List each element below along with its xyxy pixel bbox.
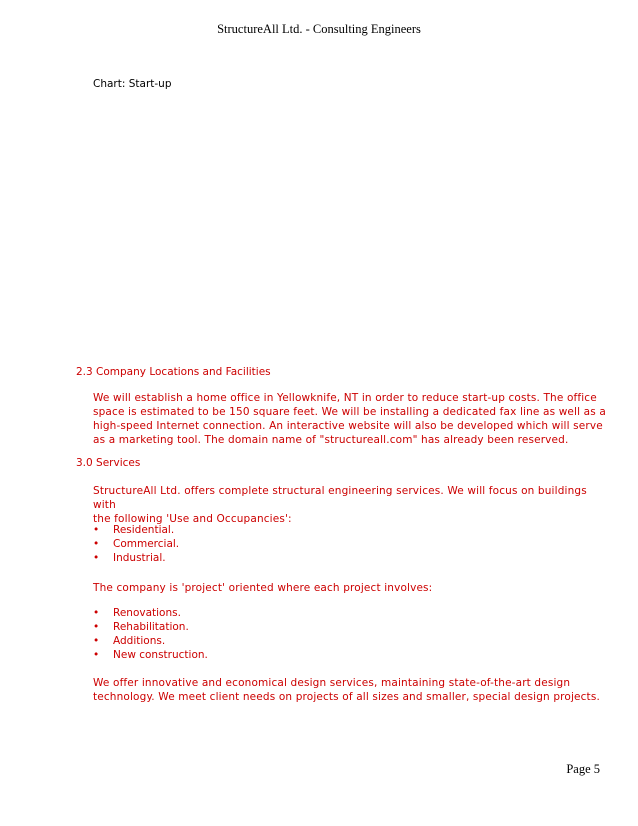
paragraph-line: technology. We meet client needs on projects of all sizes and smaller, special design projects. xyxy=(93,691,600,703)
bullet-icon: • xyxy=(93,524,100,536)
paragraph-line: We offer innovative and economical design services, maintaining state-of-the-art design xyxy=(93,677,571,689)
chart-placeholder-area xyxy=(93,96,553,351)
services-intro-paragraph xyxy=(93,484,613,526)
occupancies-list xyxy=(93,523,179,565)
bullet-icon: • xyxy=(93,649,100,661)
list-item: • Renovations. xyxy=(93,607,181,619)
section-heading-services: 3.0 Services xyxy=(76,457,141,469)
bullet-icon: • xyxy=(93,552,100,564)
list-item: • New construction. xyxy=(93,649,208,661)
paragraph-line: as a marketing tool. The domain name of "structureall.com" has already been reserved. xyxy=(93,434,569,446)
list-item: • Industrial. xyxy=(93,552,166,564)
list-item: • Commercial. xyxy=(93,538,180,550)
paragraph-line: StructureAll Ltd. offers complete structural engineering services. We will focus on buildings with xyxy=(93,485,587,511)
page-header: StructureAll Ltd. - Consulting Engineers xyxy=(217,22,421,36)
services-closing-paragraph xyxy=(93,676,613,704)
bullet-icon: • xyxy=(93,607,100,619)
bullet-icon: • xyxy=(93,635,100,647)
bullet-icon: • xyxy=(93,538,100,550)
paragraph-line: We will establish a home office in Yellowknife, NT in order to reduce start-up costs. The office xyxy=(93,392,597,404)
project-types-list xyxy=(93,606,208,662)
list-item: • Additions. xyxy=(93,635,166,647)
list-item: • Residential. xyxy=(93,524,175,536)
project-intro-text: The company is 'project' oriented where each project involves: xyxy=(93,582,433,594)
list-item: • Rehabilitation. xyxy=(93,621,189,633)
paragraph-line: high-speed Internet connection. An interactive website will also be developed which will serve xyxy=(93,420,603,432)
bullet-icon: • xyxy=(93,621,100,633)
section-heading-company-locations: 2.3 Company Locations and Facilities xyxy=(76,366,271,378)
page-number: Page 5 xyxy=(566,762,600,776)
paragraph-line: space is estimated to be 150 square feet. We will be installing a dedicated fax line as well as a xyxy=(93,406,606,418)
chart-caption: Chart: Start-up xyxy=(93,78,172,90)
company-locations-paragraph xyxy=(93,391,613,447)
paragraph-line: the following 'Use and Occupancies': xyxy=(93,513,292,525)
